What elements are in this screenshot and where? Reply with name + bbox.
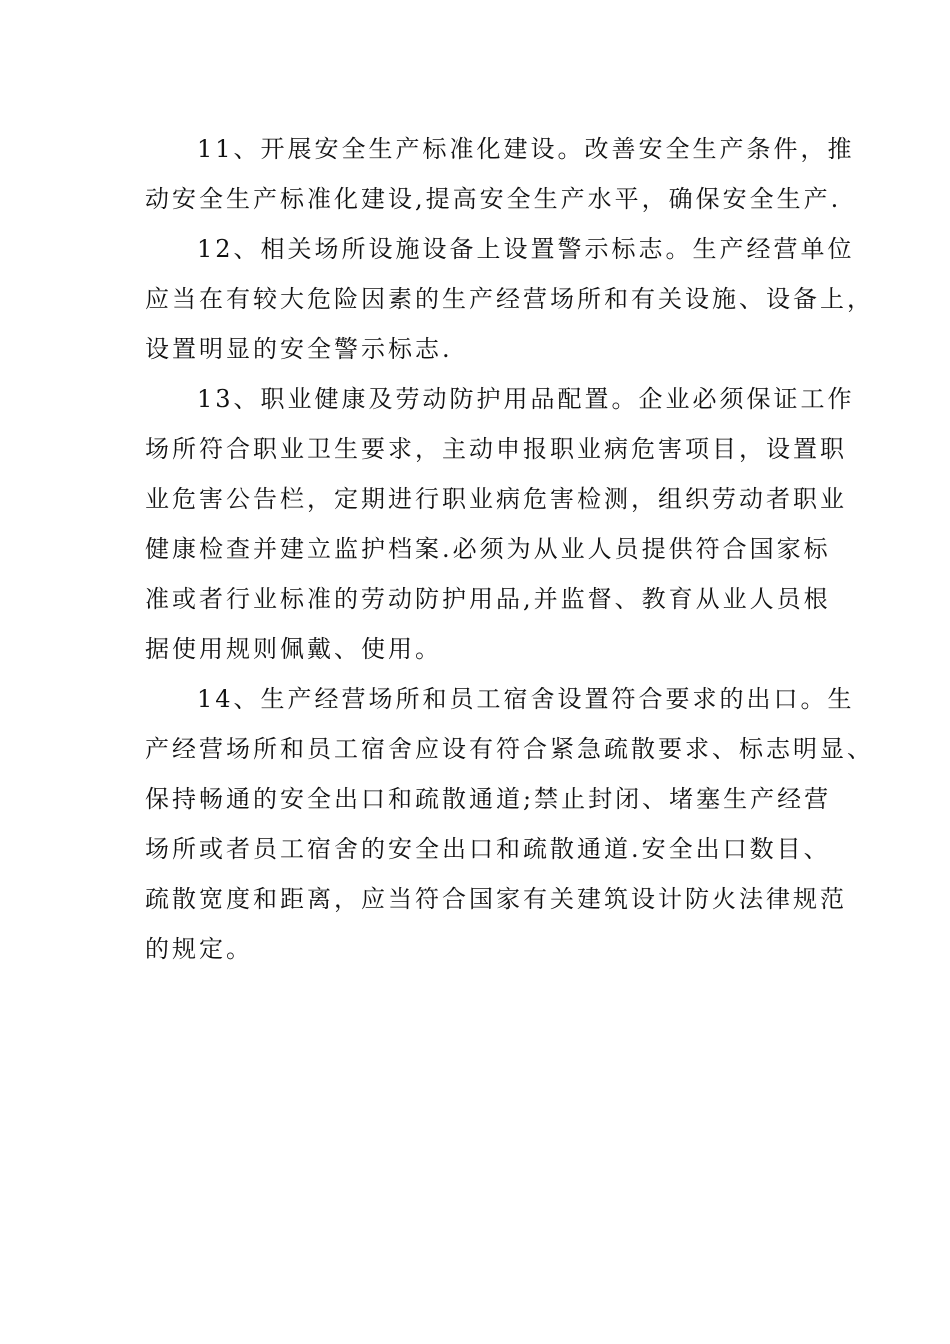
paragraph-line: 设置明显的安全警示标志. bbox=[145, 335, 453, 363]
paragraph-line: 保持畅通的安全出口和疏散通道;禁止封闭、堵塞生产经营 bbox=[145, 785, 832, 813]
paragraph-item-11 bbox=[145, 124, 855, 224]
paragraph-line: 健康检查并建立监护档案.必须为从业人员提供符合国家标 bbox=[145, 535, 831, 563]
paragraph-line: 场所符合职业卫生要求，主动申报职业病危害项目，设置职 bbox=[145, 435, 847, 463]
paragraph-line: 应当在有较大危险因素的生产经营场所和有关设施、设备上， bbox=[145, 285, 874, 313]
paragraph-line: 据使用规则佩戴、使用。 bbox=[145, 635, 442, 663]
paragraph-item-13 bbox=[145, 374, 855, 674]
document-body bbox=[145, 124, 874, 974]
paragraph-line: 13、职业健康及劳动防护用品配置。企业必须保证工作 bbox=[197, 385, 855, 413]
paragraph-item-12 bbox=[145, 224, 874, 374]
paragraph-line: 产经营场所和员工宿舍应设有符合紧急疏散要求、标志明显、 bbox=[145, 735, 874, 763]
paragraph-line: 12、相关场所设施设备上设置警示标志。生产经营单位 bbox=[197, 235, 855, 263]
paragraph-line: 准或者行业标准的劳动防护用品,并监督、教育从业人员根 bbox=[145, 585, 831, 613]
paragraph-line: 14、生产经营场所和员工宿舍设置符合要求的出口。生 bbox=[197, 685, 855, 713]
paragraph-item-14 bbox=[145, 674, 874, 974]
paragraph-line: 的规定。 bbox=[145, 935, 253, 963]
paragraph-line: 动安全生产标准化建设,提高安全生产水平，确保安全生产. bbox=[145, 185, 842, 213]
paragraph-line: 11、开展安全生产标准化建设。改善安全生产条件，推 bbox=[197, 135, 855, 163]
paragraph-line: 场所或者员工宿舍的安全出口和疏散通道.安全出口数目、 bbox=[145, 835, 831, 863]
paragraph-line: 业危害公告栏，定期进行职业病危害检测，组织劳动者职业 bbox=[145, 485, 847, 513]
paragraph-line: 疏散宽度和距离，应当符合国家有关建筑设计防火法律规范 bbox=[145, 885, 847, 913]
